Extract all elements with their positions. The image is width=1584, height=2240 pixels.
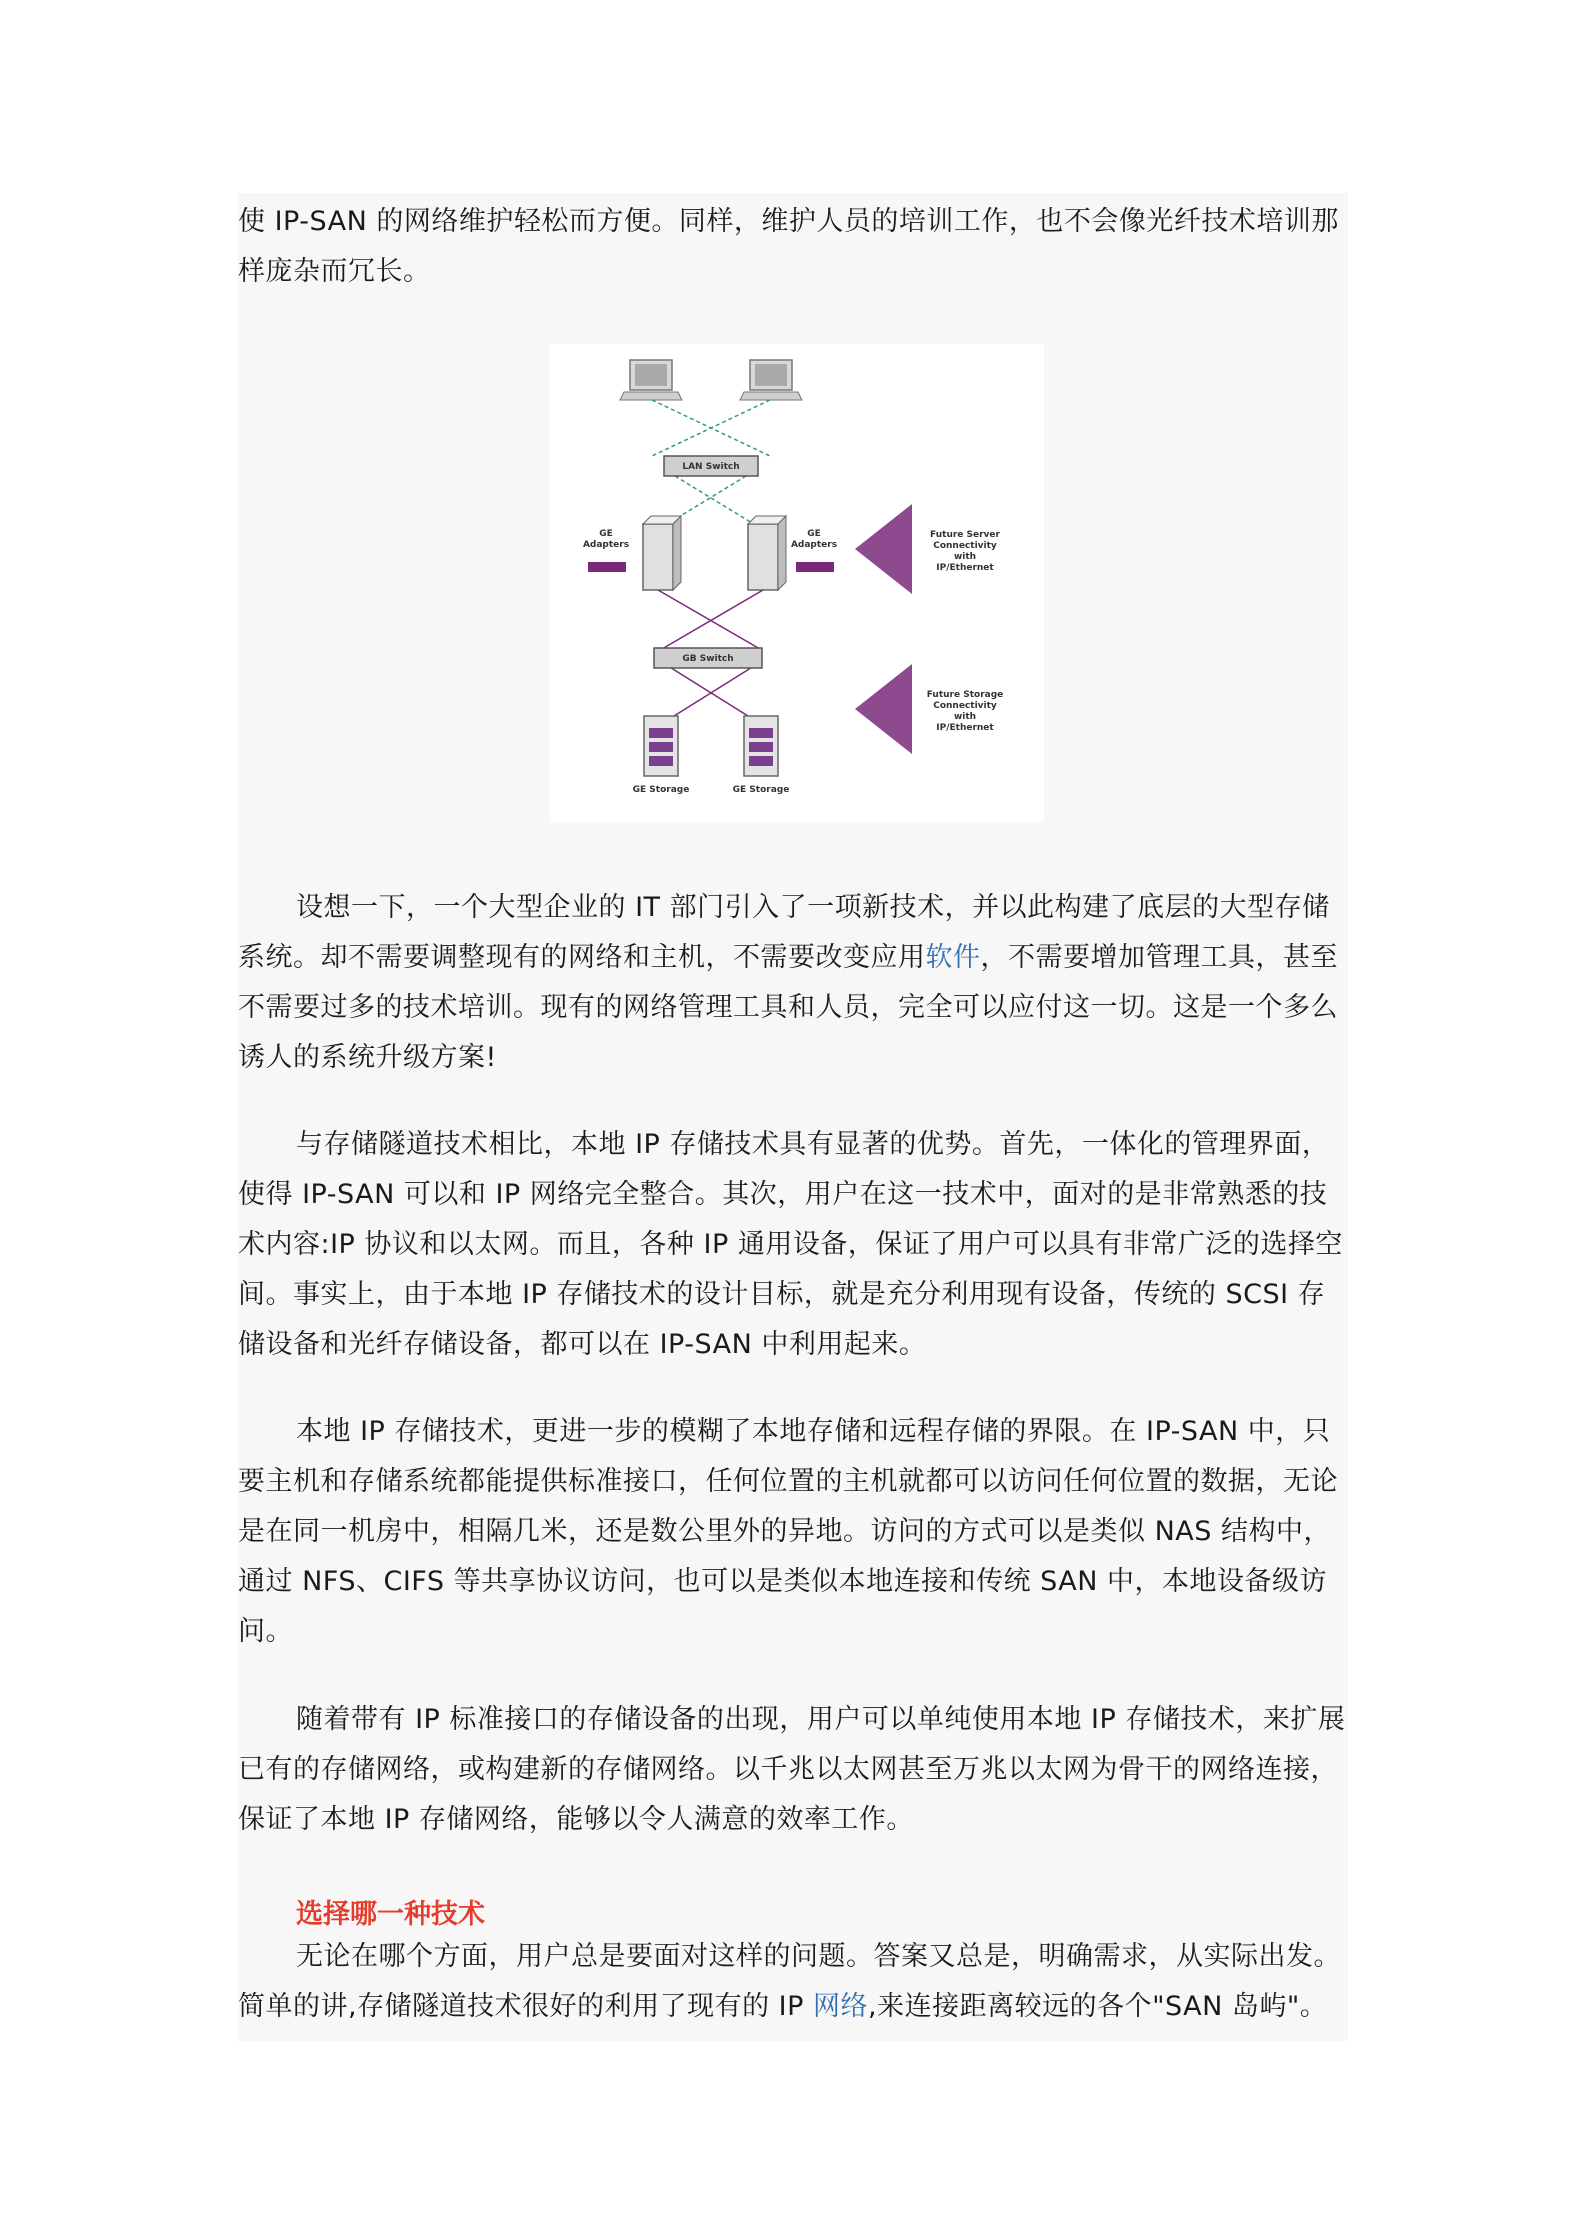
ge-adapter-card bbox=[588, 562, 626, 572]
future-server-arrow bbox=[855, 504, 912, 594]
paragraph-line: 样庞杂而冗长。 bbox=[238, 256, 431, 287]
paragraph-line: 问。 bbox=[238, 1616, 293, 1647]
network-link[interactable]: 网络 bbox=[813, 1991, 868, 2022]
paragraph-line: 与存储隧道技术相比，本地 IP 存储技术具有显著的优势。首先，一体化的管理界面， bbox=[296, 1129, 1330, 1160]
paragraph-line: 已有的存储网络，或构建新的存储网络。以千兆以太网甚至万兆以太网为骨干的网络连接， bbox=[238, 1754, 1338, 1785]
paragraph-enterprise-scenario bbox=[238, 883, 1348, 1083]
paragraph-line: 无论在哪个方面，用户总是要面对这样的问题。答案又总是，明确需求，从实际出发。 bbox=[296, 1941, 1341, 1972]
gb-switch-icon bbox=[654, 648, 762, 668]
paragraph-line: 设想一下，一个大型企业的 IT 部门引入了一项新技术，并以此构建了底层的大型存储 bbox=[296, 892, 1330, 923]
future-storage-label: Future Storage Connectivity with IP/Ethernet bbox=[926, 690, 1004, 733]
ge-adapters-label-left: GE Adapters bbox=[582, 529, 630, 550]
storage-array-icon bbox=[744, 716, 778, 776]
paragraph-ip-san-maintenance bbox=[238, 197, 1348, 297]
workstation-icon bbox=[740, 360, 802, 400]
paragraph-line: 是在同一机房中，相隔几米，还是数公里外的异地。访问的方式可以是类似 NAS 结构中， bbox=[238, 1516, 1331, 1547]
text-segment: 系统。却不需要调整现有的网络和主机，不需要改变应用 bbox=[238, 942, 926, 973]
paragraph-line: 通过 NFS、CIFS 等共享协议访问，也可以是类似本地连接和传统 SAN 中，本地设备级访 bbox=[238, 1566, 1328, 1597]
paragraph-line bbox=[238, 1982, 1348, 2032]
paragraph-storage-network bbox=[238, 1695, 1348, 1845]
paragraph-choose-technology bbox=[238, 1932, 1348, 2032]
paragraph-line: 不需要过多的技术培训。现有的网络管理工具和人员，完全可以应付这一切。这是一个多么 bbox=[238, 992, 1338, 1023]
ip-san-network-diagram bbox=[550, 344, 1044, 822]
software-link[interactable]: 软件 bbox=[925, 942, 981, 973]
paragraph-line: 储设备和光纤存储设备，都可以在 IP-SAN 中利用起来。 bbox=[238, 1329, 927, 1360]
paragraph-line: 保证了本地 IP 存储网络，能够以令人满意的效率工作。 bbox=[238, 1804, 914, 1835]
section-heading: 选择哪一种技术 bbox=[296, 1899, 485, 1930]
lan-switch-label: LAN Switch bbox=[682, 462, 740, 472]
server-icon bbox=[643, 516, 681, 590]
paragraph-line: 诱人的系统升级方案! bbox=[238, 1042, 497, 1073]
ge-adapters-label-right: GE Adapters bbox=[790, 529, 838, 550]
paragraph-line: 间。事实上，由于本地 IP 存储技术的设计目标，就是充分利用现有设备，传统的 SCSI 存 bbox=[238, 1279, 1326, 1310]
paragraph-line: 要主机和存储系统都能提供标准接口，任何位置的主机就都可以访问任何位置的数据，无论 bbox=[238, 1466, 1338, 1497]
future-server-label: Future Server Connectivity with IP/Ethernet bbox=[930, 530, 1000, 573]
gb-switch-label: GB Switch bbox=[682, 654, 734, 664]
ge-storage-label-right: GE Storage bbox=[732, 785, 790, 795]
workstation-icon bbox=[620, 360, 682, 400]
text-segment: ,来连接距离较远的各个"SAN 岛屿"。 bbox=[868, 1991, 1328, 2022]
network-diagram-svg bbox=[550, 344, 1044, 822]
ge-adapter-card bbox=[796, 562, 834, 572]
lan-switch-icon bbox=[664, 456, 758, 476]
future-storage-arrow bbox=[855, 664, 912, 754]
paragraph-line: 使 IP-SAN 的网络维护轻松而方便。同样，维护人员的培训工作，也不会像光纤技术培训那 bbox=[238, 206, 1339, 237]
storage-array-icon bbox=[644, 716, 678, 776]
text-segment: ，不需要增加管理工具，甚至 bbox=[980, 942, 1338, 973]
paragraph-advantages bbox=[238, 1120, 1348, 1370]
paragraph-line bbox=[238, 933, 1348, 983]
paragraph-local-remote bbox=[238, 1407, 1348, 1657]
paragraph-line: 本地 IP 存储技术，更进一步的模糊了本地存储和远程存储的界限。在 IP-SAN 中，只 bbox=[296, 1416, 1331, 1447]
paragraph-line: 随着带有 IP 标准接口的存储设备的出现，用户可以单纯使用本地 IP 存储技术，来扩展 bbox=[296, 1704, 1346, 1735]
text-segment: 简单的讲,存储隧道技术很好的利用了现有的 IP bbox=[238, 1991, 813, 2022]
paragraph-line: 术内容:IP 协议和以太网。而且，各种 IP 通用设备，保证了用户可以具有非常广泛的选择空 bbox=[238, 1229, 1343, 1260]
ge-storage-label-left: GE Storage bbox=[632, 785, 690, 795]
paragraph-line: 使得 IP-SAN 可以和 IP 网络完全整合。其次，用户在这一技术中，面对的是非常熟悉的技 bbox=[238, 1179, 1328, 1210]
server-icon bbox=[748, 516, 786, 590]
